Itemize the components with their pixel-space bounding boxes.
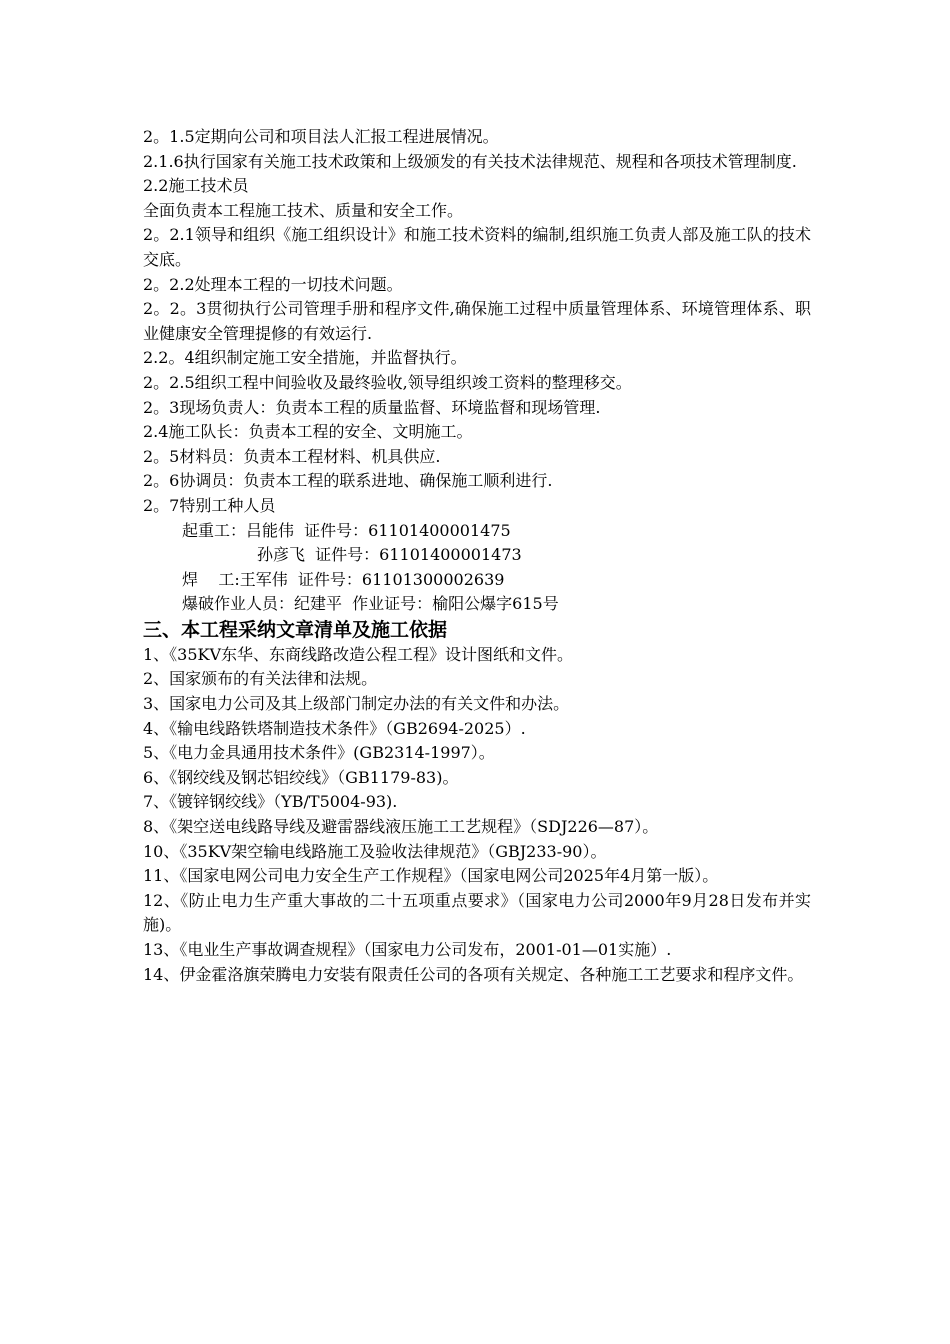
basis-item-5: 5、《电力金具通用技术条件》(GB2314-1997）。 [143, 743, 495, 763]
basis-item-2: 2、国家颁布的有关法律和法规。 [143, 669, 378, 689]
role-2-7: 2。7特别工种人员 [143, 495, 276, 515]
duty-2-2-1: 2。2.1领导和组织《施工组织设计》和施工技术资料的编制,组织施工负责人部及施工队的技术交底。 [143, 225, 811, 269]
document-page [143, 125, 811, 987]
role-2-5: 2。5材料员：负责本工程材料、机具供应. [143, 446, 441, 466]
duty-2-2-4: 2.2。4组织制定施工安全措施，并监督执行。 [143, 348, 467, 368]
worker-welder: 焊 工:王军伟 证件号：61101300002639 [182, 569, 505, 589]
basis-item-4: 4、《输电线路铁塔制造技术条件》（GB2694-2025）. [143, 718, 526, 738]
duty-2-2-3: 2。2。3贯彻执行公司管理手册和程序文件,确保施工过程中质量管理体系、环境管理体系、职业健康安全管理提修的有效运行. [143, 299, 811, 343]
subheading-2-2: 2.2施工技术员 [143, 176, 249, 196]
worker-crane-2: 孙彦飞 证件号：61101400001473 [257, 545, 522, 565]
basis-item-3: 3、国家电力公司及其上级部门制定办法的有关文件和办法。 [143, 694, 570, 714]
worker-blasting: 爆破作业人员：纪建平 作业证号：榆阳公爆字615号 [182, 594, 559, 614]
duty-2-2-summary: 全面负责本工程施工技术、质量和安全工作。 [143, 200, 464, 220]
basis-item-11: 11、《国家电网公司电力安全生产工作规程》（国家电网公司2025年4月第一版）。 [143, 866, 719, 886]
role-2-6: 2。6协调员：负责本工程的联系进地、确保施工顺利进行. [143, 471, 553, 491]
basis-item-7: 7、《镀锌钢绞线》（YB/T5004-93). [143, 792, 398, 812]
basis-item-12: 12、《防止电力生产重大事故的二十五项重点要求》（国家电力公司2000年9月28日发布并实施)。 [143, 890, 811, 935]
basis-item-14: 14、伊金霍洛旗荣腾电力安装有限责任公司的各项有关规定、各种施工工艺要求和程序文件。 [143, 964, 804, 984]
role-2-3: 2。3现场负责人：负责本工程的质量监督、环境监督和现场管理. [143, 397, 601, 417]
duty-2-1-5: 2。1.5定期向公司和项目法人汇报工程进展情况。 [143, 127, 499, 146]
section-3-title: 三、本工程采纳文章清单及施工依据 [143, 618, 448, 641]
role-2-4: 2.4施工队长：负责本工程的安全、文明施工。 [143, 422, 473, 442]
duty-2-1-6: 2.1.6执行国家有关施工技术政策和上级颁发的有关技术法律规范、规程和各项技术管理制度. [143, 151, 797, 171]
basis-item-10: 10、《35KV架空输电线路施工及验收法律规范》（GBJ233-90）。 [143, 841, 607, 861]
basis-item-6: 6、《钢绞线及钢芯铝绞线》（GB1179-83)。 [143, 767, 459, 787]
basis-item-13: 13、《电业生产事故调查规程》（国家电力公司发布，2001-01—01实施）. [143, 940, 672, 959]
basis-item-1: 1、《35KV东华、东商线路改造公程工程》设计图纸和文件。 [143, 644, 574, 664]
worker-crane-1: 起重工：吕能伟 证件号：61101400001475 [182, 520, 511, 540]
basis-item-8: 8、《架空送电线路导线及避雷器线液压施工工艺规程》（SDJ226—87）。 [143, 817, 659, 837]
duty-2-2-2: 2。2.2处理本工程的一切技术问题。 [143, 274, 403, 294]
duty-2-2-5: 2。2.5组织工程中间验收及最终验收,领导组织竣工资料的整理移交。 [143, 372, 632, 392]
